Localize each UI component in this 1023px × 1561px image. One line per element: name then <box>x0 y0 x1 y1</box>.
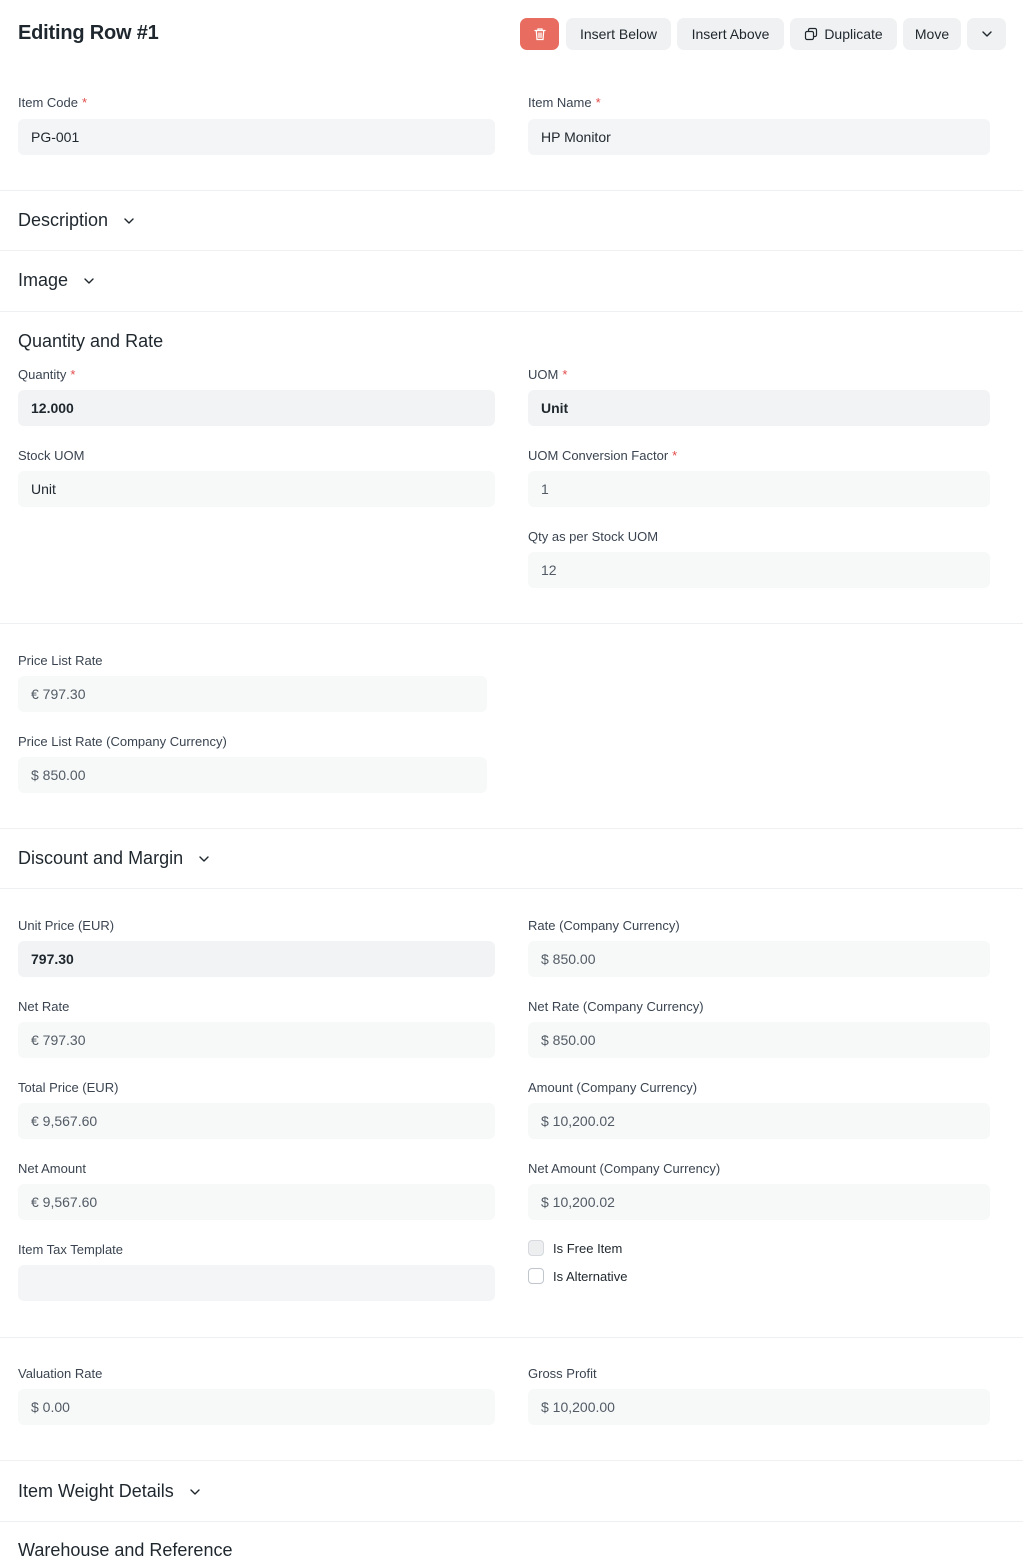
section-divider <box>0 1521 1023 1522</box>
section-image[interactable] <box>18 270 96 291</box>
is-alternative-label: Is Alternative <box>553 1268 628 1284</box>
insert-above-button[interactable]: Insert Above <box>677 18 784 50</box>
page-title: Editing Row #1 <box>18 22 159 44</box>
uom-conversion-label <box>528 448 677 463</box>
net-rate-label: Net Rate <box>18 999 70 1014</box>
gross-profit-field: $ 10,200.00 <box>528 1389 990 1425</box>
net-amount-label: Net Amount <box>18 1161 86 1176</box>
net-rate-company-label: Net Rate (Company Currency) <box>528 999 704 1014</box>
item-tax-template-label: Item Tax Template <box>18 1242 124 1257</box>
section-divider <box>0 623 1023 624</box>
net-rate-field: € 797.30 <box>18 1022 495 1058</box>
amount-company-label: Amount (Company Currency) <box>528 1080 698 1095</box>
chevron-down-icon <box>82 274 96 288</box>
insert-below-button[interactable]: Insert Below <box>566 18 671 50</box>
duplicate-button[interactable] <box>790 18 897 50</box>
total-price-label: Total Price (EUR) <box>18 1080 119 1095</box>
uom-conversion-field: 1 <box>528 471 990 507</box>
section-divider <box>0 828 1023 829</box>
price-list-rate-company-field: $ 850.00 <box>18 757 487 793</box>
item-name-label <box>528 95 601 110</box>
stock-uom-label: Stock UOM <box>18 448 85 463</box>
section-divider <box>0 190 1023 191</box>
section-divider <box>0 250 1023 251</box>
chevron-down-icon <box>188 1485 202 1499</box>
section-item-weight-details[interactable] <box>18 1481 202 1502</box>
stock-uom-field: Unit <box>18 471 495 507</box>
duplicate-label: Duplicate <box>824 26 883 42</box>
more-options-button[interactable] <box>967 18 1006 50</box>
item-tax-template-input[interactable] <box>18 1265 495 1301</box>
required-marker: * <box>81 95 88 110</box>
qty-stock-uom-field: 12 <box>528 552 990 588</box>
rate-company-label: Rate (Company Currency) <box>528 918 680 933</box>
required-marker: * <box>562 367 568 382</box>
uom-input[interactable]: Unit <box>528 390 990 426</box>
required-marker: * <box>672 448 678 463</box>
total-price-field: € 9,567.60 <box>18 1103 495 1139</box>
is-free-item-label: Is Free Item <box>553 1240 623 1256</box>
section-divider <box>0 888 1023 889</box>
valuation-rate-label: Valuation Rate <box>18 1366 103 1381</box>
section-divider <box>0 1337 1023 1338</box>
uom-conversion-label-text: UOM Conversion Factor <box>528 448 669 463</box>
required-marker: * <box>595 95 601 110</box>
section-discount-and-margin-label: Discount and Margin <box>18 848 184 868</box>
item-code-label <box>18 95 87 110</box>
section-quantity-and-rate-label: Quantity and Rate <box>18 331 164 351</box>
uom-label <box>528 367 567 382</box>
net-rate-company-field: $ 850.00 <box>528 1022 990 1058</box>
unit-price-label: Unit Price (EUR) <box>18 918 115 933</box>
net-amount-company-field: $ 10,200.02 <box>528 1184 990 1220</box>
checkbox-box <box>528 1240 544 1256</box>
section-discount-and-margin[interactable] <box>18 848 211 869</box>
section-description[interactable] <box>18 210 136 231</box>
trash-icon <box>532 26 548 42</box>
section-item-weight-details-label: Item Weight Details <box>18 1481 174 1501</box>
move-button[interactable]: Move <box>903 18 961 50</box>
valuation-rate-field: $ 0.00 <box>18 1389 495 1425</box>
amount-company-field: $ 10,200.02 <box>528 1103 990 1139</box>
section-divider <box>0 311 1023 312</box>
chevron-down-icon <box>197 852 211 866</box>
price-list-rate-field: € 797.30 <box>18 676 487 712</box>
price-list-rate-label: Price List Rate <box>18 653 103 668</box>
quantity-input[interactable]: 12.000 <box>18 390 495 426</box>
unit-price-input[interactable]: 797.30 <box>18 941 495 977</box>
section-warehouse-and-reference-label: Warehouse and Reference <box>18 1540 233 1560</box>
item-code-input[interactable]: PG-001 <box>18 119 495 155</box>
required-marker: * <box>70 367 76 382</box>
net-amount-field: € 9,567.60 <box>18 1184 495 1220</box>
section-description-label: Description <box>18 210 109 230</box>
delete-button[interactable] <box>520 18 559 50</box>
section-quantity-and-rate <box>18 331 163 352</box>
uom-label-text: UOM <box>528 367 559 382</box>
net-amount-company-label: Net Amount (Company Currency) <box>528 1161 721 1176</box>
chevron-down-icon <box>122 214 136 228</box>
quantity-label-text: Quantity <box>18 367 67 382</box>
gross-profit-label: Gross Profit <box>528 1366 597 1381</box>
quantity-label <box>18 367 75 382</box>
row-editor-header <box>0 0 1023 70</box>
section-image-label: Image <box>18 270 69 290</box>
section-divider <box>0 1460 1023 1461</box>
duplicate-icon <box>804 27 818 41</box>
is-free-item-checkbox <box>528 1240 622 1256</box>
is-alternative-checkbox[interactable] <box>528 1268 627 1284</box>
chevron-down-icon <box>980 27 994 41</box>
item-code-label-text: Item Code <box>18 95 78 110</box>
item-name-label-text: Item Name <box>528 95 592 110</box>
item-name-input[interactable]: HP Monitor <box>528 119 990 155</box>
qty-stock-uom-label: Qty as per Stock UOM <box>528 529 659 544</box>
rate-company-field: $ 850.00 <box>528 941 990 977</box>
section-warehouse-and-reference[interactable] <box>18 1540 232 1561</box>
checkbox-box[interactable] <box>528 1268 544 1284</box>
price-list-rate-company-label: Price List Rate (Company Currency) <box>18 734 227 749</box>
